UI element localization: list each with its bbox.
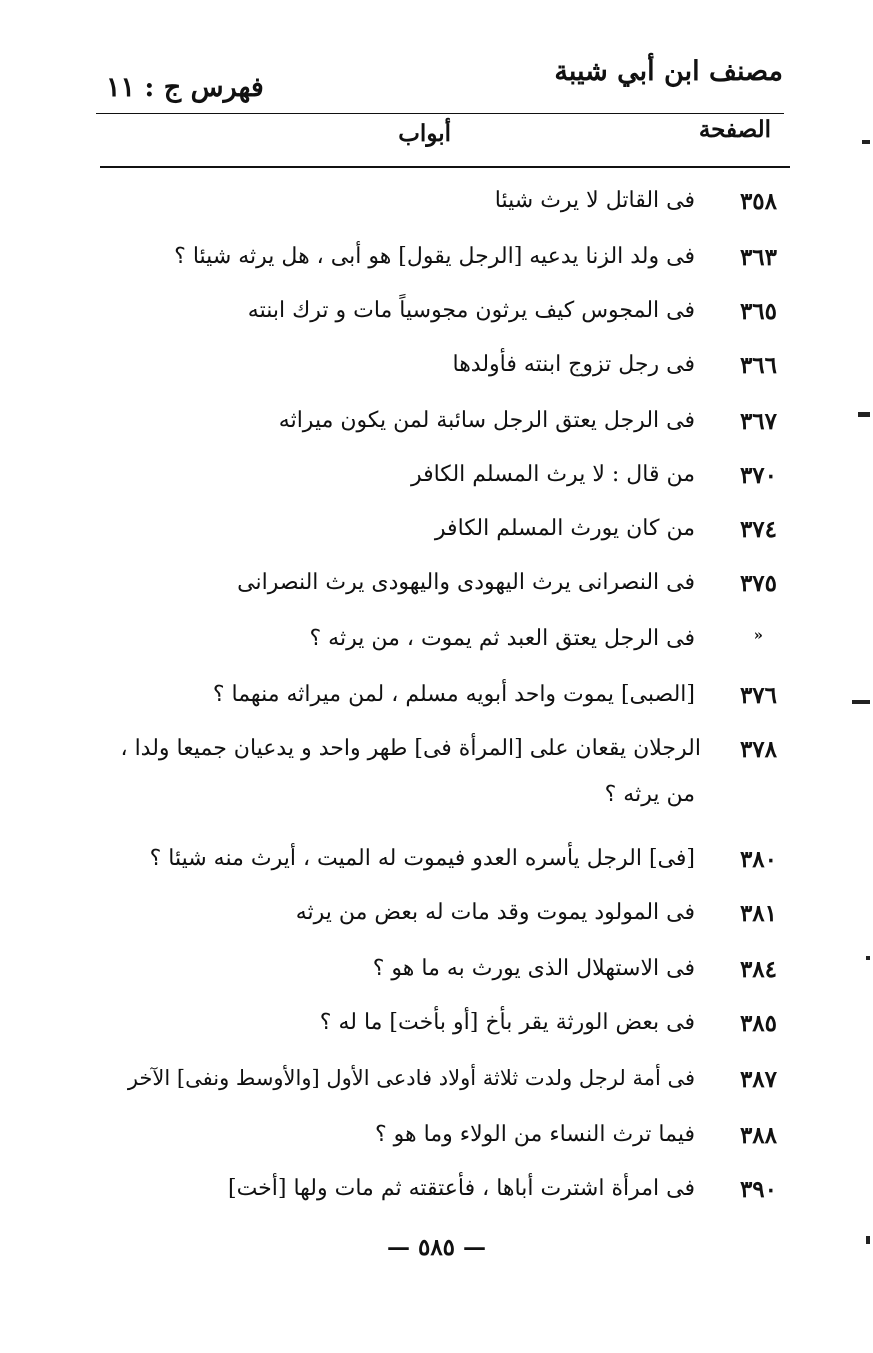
entry-page-number: ٣٧٨ xyxy=(739,736,777,763)
column-header-chapters: أبواب xyxy=(398,120,451,147)
list-item xyxy=(100,1066,777,1106)
entry-page-number: ٣٥٨ xyxy=(739,188,777,215)
list-item xyxy=(100,736,777,826)
list-item xyxy=(100,352,777,392)
list-item xyxy=(100,900,777,940)
entry-title: الرجلان يقعان على [المرأة فى] طهر واحد و يدعيان جميعا ولدا ، xyxy=(120,736,701,761)
entry-title: فى الاستهلال الذى يورث به ما هو ؟ xyxy=(372,956,695,981)
entry-title: [فى] الرجل يأسره العدو فيموت له الميت ، أيرث منه شيئا ؟ xyxy=(149,846,695,871)
list-item xyxy=(100,1176,777,1216)
margin-mark xyxy=(866,1236,870,1244)
entry-page-number: « xyxy=(753,626,763,644)
book-title: مصنف ابن أبي شيبة xyxy=(554,56,783,87)
entry-page-number: ٣٨٨ xyxy=(739,1122,777,1149)
list-item xyxy=(100,408,777,448)
list-item xyxy=(100,462,777,502)
entry-page-number: ٣٦٧ xyxy=(739,408,777,435)
entry-title-continued: من يرثه ؟ xyxy=(604,782,695,807)
margin-mark xyxy=(858,412,870,417)
entry-page-number: ٣٨٧ xyxy=(739,1066,777,1093)
page-number: — ٥٨٥ — xyxy=(386,1234,487,1261)
list-item xyxy=(100,626,777,666)
column-header-page: الصفحة xyxy=(698,116,771,143)
entry-title: فى امرأة اشترت أباها ، فأعتقته ثم مات ولها [أخت] xyxy=(227,1176,695,1201)
entry-page-number: ٣٦٦ xyxy=(739,352,777,379)
list-item xyxy=(100,244,777,284)
entry-title: فى رجل تزوج ابنته فأولدها xyxy=(452,352,695,377)
entry-title: فى النصرانى يرث اليهودى واليهودى يرث النصرانى xyxy=(237,570,695,595)
entry-title: فى المجوس كيف يرثون مجوسياً مات و ترك ابنته xyxy=(247,298,695,323)
entry-title: من كان يورث المسلم الكافر xyxy=(434,516,695,541)
list-item xyxy=(100,298,777,338)
entry-title: فى الرجل يعتق الرجل سائبة لمن يكون ميراثه xyxy=(278,408,695,433)
column-header-rule xyxy=(100,166,790,168)
entry-title: فى الرجل يعتق العبد ثم يموت ، من يرثه ؟ xyxy=(309,626,695,651)
entry-page-number: ٣٨٠ xyxy=(739,846,777,873)
entry-page-number: ٣٧٤ xyxy=(739,516,777,543)
margin-mark xyxy=(852,700,870,704)
entry-page-number: ٣٧٥ xyxy=(739,570,777,597)
entry-page-number: ٣٧٠ xyxy=(739,462,777,489)
entry-page-number: ٣٨١ xyxy=(739,900,777,927)
entry-title: فى ولد الزنا يدعيه [الرجل يقول] هو أبى ، هل يرثه شيئا ؟ xyxy=(174,244,695,269)
entry-page-number: ٣٦٣ xyxy=(739,244,777,271)
entry-page-number: ٣٦٥ xyxy=(739,298,777,325)
entry-title: من قال : لا يرث المسلم الكافر xyxy=(410,462,695,487)
index-label: فهرس ج : ١١ xyxy=(106,72,264,103)
entry-title: فى أمة لرجل ولدت ثلاثة أولاد فادعى الأول [والأوسط ونفى] الآخر xyxy=(127,1066,695,1090)
entry-page-number: ٣٩٠ xyxy=(739,1176,777,1203)
list-item xyxy=(100,188,777,228)
entry-title: فيما ترث النساء من الولاء وما هو ؟ xyxy=(375,1122,695,1147)
list-item xyxy=(100,1010,777,1050)
entry-page-number: ٣٧٦ xyxy=(739,682,777,709)
entry-title: فى المولود يموت وقد مات له بعض من يرثه xyxy=(295,900,695,925)
entry-page-number: ٣٨٥ xyxy=(739,1010,777,1037)
list-item xyxy=(100,682,777,722)
list-item xyxy=(100,570,777,610)
header-rule xyxy=(96,113,784,114)
list-item xyxy=(100,516,777,556)
entry-page-number: ٣٨٤ xyxy=(739,956,777,983)
margin-mark xyxy=(866,956,870,960)
entry-title: [الصبى] يموت واحد أبويه مسلم ، لمن ميراثه منهما ؟ xyxy=(212,682,695,707)
list-item xyxy=(100,1122,777,1162)
list-item xyxy=(100,846,777,886)
margin-mark xyxy=(862,140,870,144)
list-item xyxy=(100,956,777,996)
entry-title: فى بعض الورثة يقر بأخ [أو بأخت] ما له ؟ xyxy=(319,1010,695,1035)
entry-title: فى القاتل لا يرث شيئا xyxy=(494,188,695,213)
